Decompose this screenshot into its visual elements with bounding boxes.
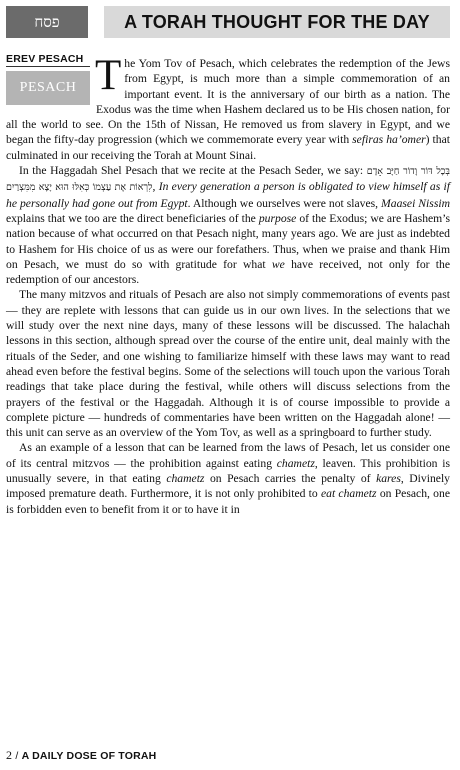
p1-text-a: he Yom Tov of Pesach, which celebrates the redemption of the Jews from Egypt, is much more than a simple commemoration of an important event. It is the anniversary of our birth as a nation. The Exodus was the time when Hashem declared us to be His chosen nation, for all the world to see. On the 15th of Nissan, He removed us from slavery in Egypt, and we began the fifty-day progression (which we commemorate every year with (6, 57, 450, 147)
p4-text-a: As an example of a lesson that can be learned from the laws of Pesach, let us consider one of its central mitzvos — the prohibition against eating (6, 441, 450, 470)
p2-emph-we: we (271, 257, 285, 271)
p2-text-a: In the Haggadah Shel Pesach that we recite at the Pesach Seder, we say: (19, 164, 367, 178)
p4-term-chametz-1: chametz (276, 456, 315, 470)
p2-source: Maasei Nissim (381, 196, 450, 210)
p2-text-e: have received, not only for the redemption of our ancestors. (6, 257, 450, 287)
footer-separator: / (12, 750, 22, 762)
p2-emph-purpose: purpose (258, 211, 297, 225)
p4-text-c: on Pesach carries the penalty of (204, 472, 377, 486)
book-title: A DAILY DOSE OF TORAH (21, 750, 157, 762)
p4-term-eat-chametz: eat chametz (320, 487, 377, 501)
p4-text-b: , leaven. This prohibition is unusually severe, in that eating (6, 456, 450, 486)
p4-term-kares: kares (376, 472, 401, 486)
page-number: 2 (6, 748, 13, 762)
p4-text-d: , Divinely imposed premature death. Furthermore, it is not only prohibited to (6, 472, 450, 501)
sidebar-spacer (6, 56, 96, 114)
p2-text-d: of the Exodus; we are Hashem’s nation because of what occurred on that Pesach night, many years ago. We are just as indebted to Hashem for His choice of us as were our forefathers. Thus, when we praise and thank Him on Pesach, we must do so with gratitude for what (6, 211, 450, 271)
section-label-box: PESACH (6, 71, 90, 105)
hebrew-quote: בְּכָל דּוֹר וָדוֹר חַיָּב אָדָם לִרְאוֹת אֶת עַצְמוֹ כְּאִלּוּ הוּא יָצָא מִמִּצְרַיִם (6, 166, 450, 194)
drop-cap: T (95, 52, 122, 99)
page-title: A TORAH THOUGHT FOR THE DAY (104, 6, 450, 38)
paragraph-2 (6, 163, 450, 287)
paragraph-3: The many mitzvos and rituals of Pesach are also not simply commemorations of events past — they are replete with lessons that can guide us in our own lives. In the selections that we will study over the next nine days, many of these lessons will be discussed. The halachah lessons in this section, although spread over the course of the entire unit, deal mainly with the rituals of the Seder, and one wishing to familiarize himself with these laws may want to read ahead even before the festival begins. Some of the selections will touch upon the various Torah readings that take place during the festival, while others will discuss selections from the prayers of the festival or the Haggadah. Although it is of course impossible to provide a complete picture — hundreds of commentaries have been written on the Haggadah alone! — this unit can serve as an overview of the Yom Tov, as well as a springboard to further study. (6, 288, 450, 440)
hebrew-section-tab: פסח (6, 6, 88, 38)
p4-text-e: on Pesach, one is forbidden even to benefit from it or to have it in (6, 487, 450, 516)
day-label: EREV PESACH (6, 53, 84, 65)
p4-term-chametz-2: chametz (166, 472, 205, 486)
p1-term-sefiras: sefiras ha’omer (352, 133, 426, 147)
paragraph-4 (6, 440, 450, 516)
page-footer (6, 748, 156, 763)
p1-text-b: ) that culminated in our receiving the Torah at Mount Sinai. (6, 133, 450, 162)
p2-translation: , In every generation a person is obligated to view himself as if he personally had gone out from Egypt (6, 180, 451, 210)
p2-text-c: explains that we too are the direct beneficiaries of the (6, 211, 259, 225)
p2-text-b: . Although we ourselves were not slaves, (187, 196, 382, 210)
article-body (6, 52, 451, 517)
